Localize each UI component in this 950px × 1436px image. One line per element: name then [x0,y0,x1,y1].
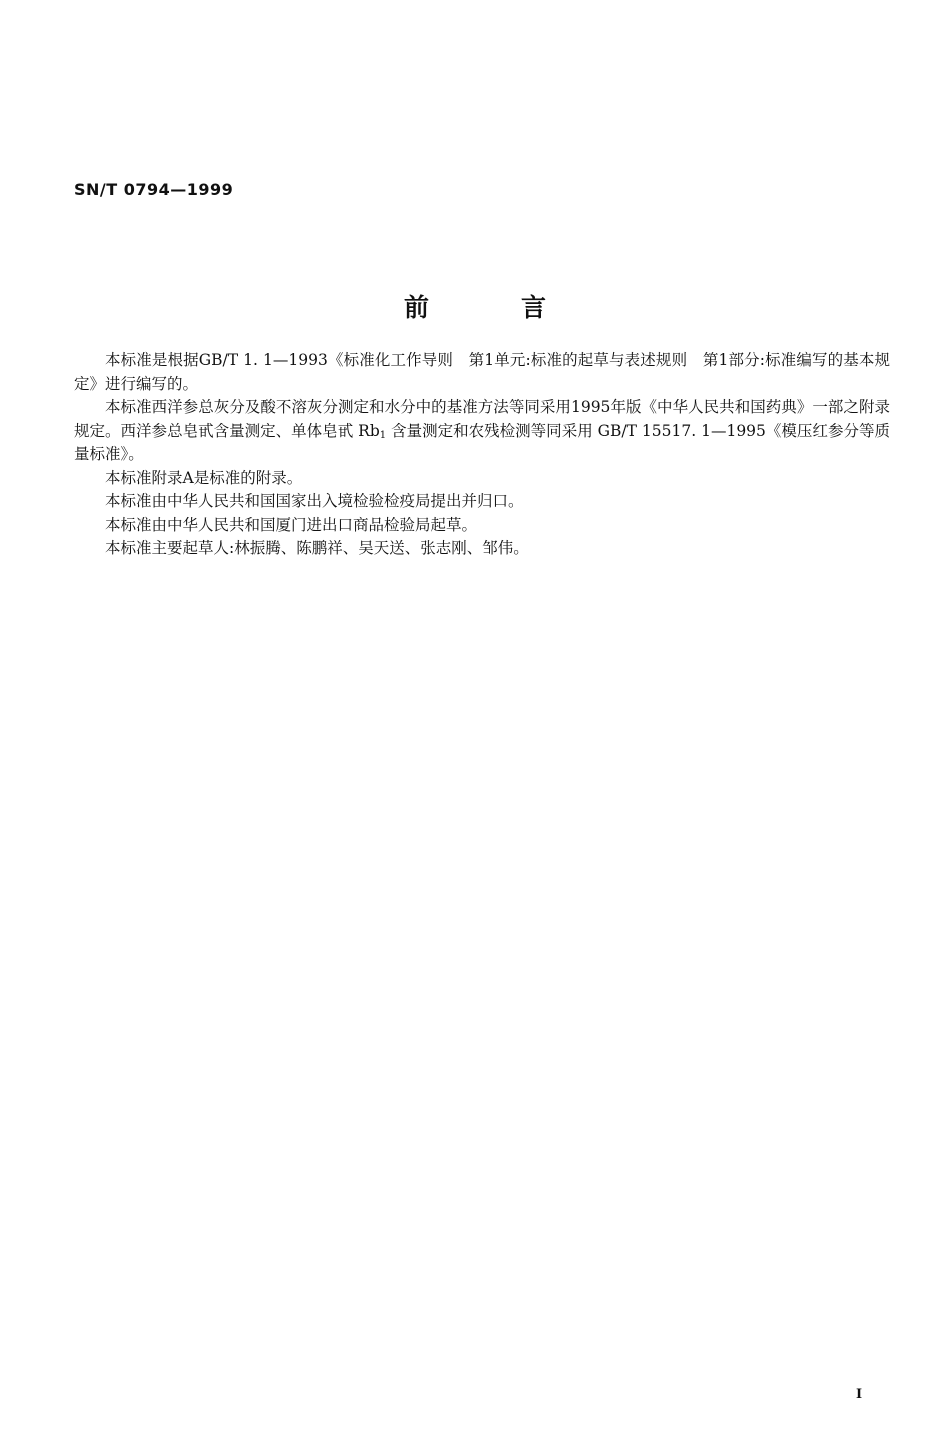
paragraph-methods-text: 本标准西洋参总灰分及酸不溶灰分测定和水分中的基准方法等同采用1995年版《中华人民共和国药典》一部之附录规定。西洋参总皂甙含量测定、单体皂甙 Rb [74,398,890,440]
paragraph-proposer: 本标准由中华人民共和国国家出入境检验检疫局提出并归口。 [105,492,524,510]
page-number: I [856,1387,863,1402]
paragraph-appendix: 本标准附录A是标准的附录。 [105,468,303,487]
standard-code: SN/T 0794—1999 [74,180,234,199]
paragraph-methods-text-end: 含量测定和农残检测等同采用 GB/T 15517. 1—1995《模压红参分等质量标准》。 [74,421,890,463]
foreword-body [74,349,890,561]
paragraph-drafters: 本标准主要起草人:林振腾、陈鹏祥、吴天送、张志刚、邹伟。 [105,539,529,557]
subscript-rb1: 1 [379,429,387,441]
paragraph-basis: 本标准是根据GB/T 1. 1—1993《标准化工作导则 第1单元:标准的起草与表述规则 第1部分:标准编写的基本规定》进行编写的。 [74,351,890,393]
page-title: 前言 [403,293,638,322]
paragraph-drafter-org: 本标准由中华人民共和国厦门进出口商品检验局起草。 [105,515,478,534]
paragraph-methods [74,396,890,467]
